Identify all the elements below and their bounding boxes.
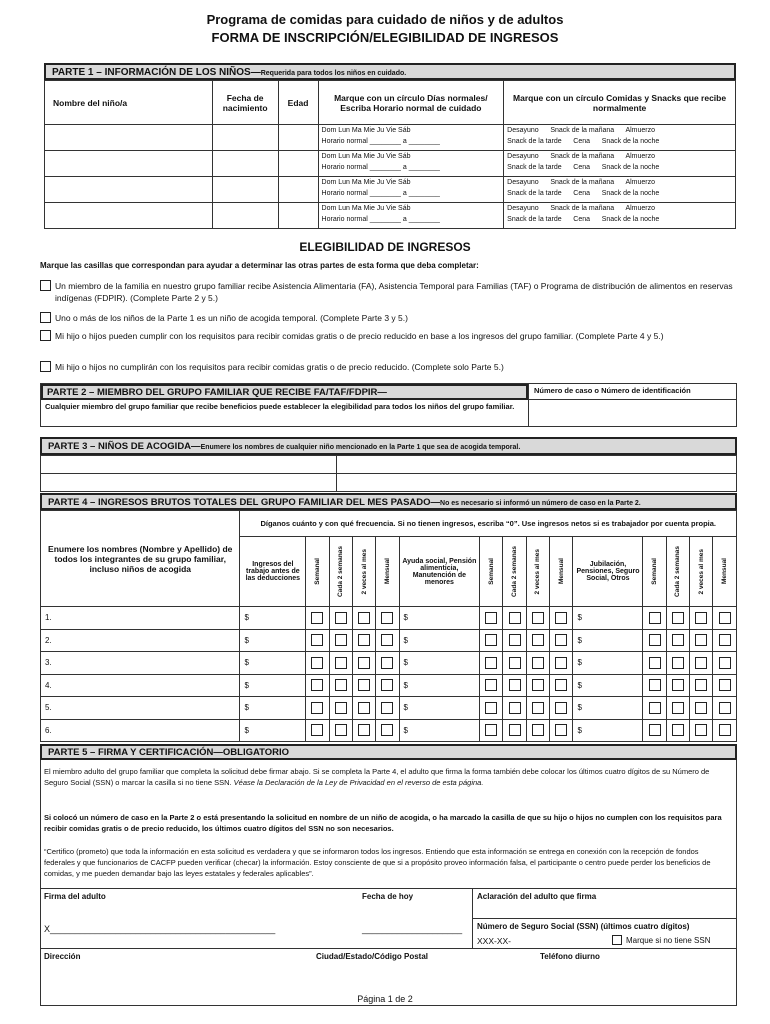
eligibility-option-foster[interactable]: Uno o más de los niños de la Parte 1 es un niño de acogida temporal. (Complete Parte 3 y 5.) <box>40 312 740 324</box>
frequency-checkbox-cell[interactable] <box>503 719 526 742</box>
frequency-checkbox-cell[interactable] <box>376 652 399 675</box>
frequency-checkbox-cell[interactable] <box>690 674 713 697</box>
child-dob-field[interactable] <box>212 203 278 229</box>
case-number-field[interactable] <box>528 384 736 426</box>
frequency-checkbox[interactable] <box>695 679 707 691</box>
col-pension-income: Jubilación, Pensiones, Seguro Social, Otros <box>573 537 643 607</box>
frequency-checkbox[interactable] <box>381 657 393 669</box>
frequency-checkbox[interactable] <box>532 702 544 714</box>
col-support-income: Ayuda social, Pensión alimenticia, Manutención de menores <box>399 537 480 607</box>
frequency-checkbox[interactable] <box>358 612 370 624</box>
child-name-field[interactable] <box>45 177 213 203</box>
frequency-checkbox-cell[interactable] <box>376 607 399 630</box>
frequency-checkbox-cell[interactable] <box>550 719 573 742</box>
frequency-checkbox[interactable] <box>358 657 370 669</box>
frequency-checkbox[interactable] <box>358 634 370 646</box>
frequency-checkbox[interactable] <box>532 657 544 669</box>
frequency-checkbox[interactable] <box>311 634 323 646</box>
frequency-checkbox[interactable] <box>649 657 661 669</box>
frequency-checkbox-cell[interactable] <box>690 629 713 652</box>
divider <box>40 948 737 949</box>
frequency-checkbox[interactable] <box>672 679 684 691</box>
child-dob-field[interactable] <box>212 177 278 203</box>
part2-box <box>40 383 737 427</box>
frequency-checkbox-cell[interactable] <box>666 629 689 652</box>
frequency-checkbox[interactable] <box>695 612 707 624</box>
amount-field[interactable]: $ <box>573 629 643 652</box>
freq-weekly: Semanal <box>651 558 659 585</box>
date-field[interactable]: ____________________ <box>362 924 463 934</box>
child-age-field[interactable] <box>278 125 318 151</box>
frequency-checkbox[interactable] <box>649 634 661 646</box>
frequency-checkbox-cell[interactable] <box>352 719 375 742</box>
frequency-checkbox[interactable] <box>509 724 521 736</box>
frequency-checkbox-cell[interactable] <box>713 607 737 630</box>
checkbox[interactable] <box>40 312 51 323</box>
frequency-checkbox[interactable] <box>335 657 347 669</box>
days-cell[interactable]: Dom Lun Ma Mie Ju Vie Sáb Horario normal ________ a ________ <box>318 203 504 229</box>
frequency-checkbox-cell[interactable] <box>713 652 737 675</box>
checkbox[interactable] <box>40 361 51 372</box>
amount-field[interactable]: $ <box>240 697 306 720</box>
frequency-checkbox-cell[interactable] <box>480 629 503 652</box>
frequency-checkbox-cell[interactable] <box>376 674 399 697</box>
frequency-checkbox[interactable] <box>555 702 567 714</box>
part1-title: PARTE 1 – INFORMACIÓN DE LOS NIÑOS— <box>52 67 261 78</box>
eligibility-option-none[interactable]: Mi hijo o hijos no cumplirán con los requisitos para recibir comidas gratis o de precio reducido. (Complete solo Parte 5.) <box>40 361 740 373</box>
frequency-checkbox[interactable] <box>532 612 544 624</box>
frequency-checkbox[interactable] <box>509 657 521 669</box>
amount-field[interactable]: $ <box>573 607 643 630</box>
frequency-checkbox[interactable] <box>358 702 370 714</box>
col-work-income: Ingresos del trabajo antes de las deducciones <box>240 537 306 607</box>
frequency-checkbox-cell[interactable] <box>550 629 573 652</box>
frequency-checkbox[interactable] <box>485 702 497 714</box>
amount-field[interactable]: $ <box>399 674 480 697</box>
frequency-checkbox[interactable] <box>509 702 521 714</box>
part5-paragraph-1: El miembro adulto del grupo familiar que completa la solicitud debe firmar abajo. Si se completa la Parte 4, el adulto que firma la forma también debe colocar los últimos cuatro dígitos de su Número de Seguro Social (SSN) o marcar la casilla si no tiene SSN. Véase la Declaración de la Ley de Privacidad en el reverso de esta página. <box>44 767 710 787</box>
amount-field[interactable]: $ <box>240 629 306 652</box>
income-row <box>41 719 737 742</box>
days-cell[interactable]: Dom Lun Ma Mie Ju Vie Sáb Horario normal ________ a ________ <box>318 151 504 177</box>
frequency-checkbox-cell[interactable] <box>526 607 549 630</box>
frequency-checkbox[interactable] <box>532 634 544 646</box>
member-name-field[interactable]: 6. <box>41 719 240 742</box>
signature-field[interactable]: X_____________________________________________ <box>44 924 276 934</box>
child-dob-field[interactable] <box>212 151 278 177</box>
child-row <box>45 177 736 203</box>
amount-field[interactable]: $ <box>240 719 306 742</box>
part4-header <box>40 493 737 510</box>
no-ssn-option[interactable]: Marque si no tiene SSN <box>612 935 711 945</box>
frequency-checkbox[interactable] <box>695 634 707 646</box>
frequency-checkbox[interactable] <box>485 724 497 736</box>
child-age-field[interactable] <box>278 203 318 229</box>
part4-note: No es necesario si informó un número de caso en la Parte 2. <box>440 500 641 507</box>
checkbox[interactable] <box>40 280 51 291</box>
meals-cell[interactable]: Desayuno Snack de la mañana Almuerzo Snack de la tarde Cena Snack de la noche <box>504 203 736 229</box>
amount-field[interactable]: $ <box>573 719 643 742</box>
frequency-checkbox-cell[interactable] <box>643 674 666 697</box>
freq-twice-month: 2 veces al mes <box>534 548 542 595</box>
income-row <box>41 697 737 720</box>
days-cell[interactable]: Dom Lun Ma Mie Ju Vie Sáb Horario normal ________ a ________ <box>318 177 504 203</box>
frequency-checkbox[interactable] <box>381 634 393 646</box>
member-name-field[interactable]: 4. <box>41 674 240 697</box>
frequency-checkbox[interactable] <box>672 612 684 624</box>
frequency-checkbox[interactable] <box>381 612 393 624</box>
frequency-checkbox-cell[interactable] <box>526 697 549 720</box>
frequency-checkbox-cell[interactable] <box>690 607 713 630</box>
frequency-checkbox-cell[interactable] <box>503 629 526 652</box>
part1-header <box>44 63 736 80</box>
foster-name-field[interactable] <box>337 474 737 492</box>
frequency-checkbox[interactable] <box>311 612 323 624</box>
frequency-checkbox-cell[interactable] <box>376 719 399 742</box>
amount-field[interactable]: $ <box>399 629 480 652</box>
frequency-checkbox[interactable] <box>649 679 661 691</box>
signature-label: Firma del adulto <box>44 892 106 901</box>
frequency-checkbox[interactable] <box>532 679 544 691</box>
freq-weekly: Semanal <box>313 558 321 585</box>
frequency-checkbox-cell[interactable] <box>713 697 737 720</box>
frequency-checkbox[interactable] <box>381 679 393 691</box>
frequency-checkbox-cell[interactable] <box>376 629 399 652</box>
ssn-label: Número de Seguro Social (SSN) (últimos cuatro dígitos) <box>477 922 690 931</box>
frequency-checkbox-cell[interactable] <box>480 719 503 742</box>
freq-twice-month: 2 veces al mes <box>360 548 368 595</box>
freq-monthly: Mensual <box>383 558 391 585</box>
frequency-checkbox[interactable] <box>485 634 497 646</box>
frequency-checkbox-cell[interactable] <box>666 719 689 742</box>
child-age-field[interactable] <box>278 151 318 177</box>
frequency-checkbox-cell[interactable] <box>329 629 352 652</box>
frequency-checkbox-cell[interactable] <box>643 629 666 652</box>
foster-name-field[interactable] <box>41 456 337 474</box>
child-name-field[interactable] <box>45 151 213 177</box>
meals-cell[interactable]: Desayuno Snack de la mañana Almuerzo Snack de la tarde Cena Snack de la noche <box>504 177 736 203</box>
frequency-checkbox-cell[interactable] <box>526 719 549 742</box>
part5-box <box>40 760 737 1006</box>
col-meals: Marque con un círculo Comidas y Snacks que recibe normalmente <box>504 81 736 125</box>
part2-title: PARTE 2 – MIEMBRO DEL GRUPO FAMILIAR QUE RECIBE FA/TAF/FDPIR— <box>41 384 528 400</box>
frequency-checkbox[interactable] <box>311 657 323 669</box>
date-label: Fecha de hoy <box>362 892 414 901</box>
frequency-checkbox[interactable] <box>672 634 684 646</box>
frequency-checkbox-cell[interactable] <box>643 719 666 742</box>
children-table <box>44 80 736 229</box>
frequency-note: Díganos cuánto y con qué frecuencia. Si no tienen ingresos, escriba “0”. Use ingresos netos si es trabajador por cuenta propia. <box>240 511 737 537</box>
frequency-checkbox[interactable] <box>719 612 731 624</box>
income-row <box>41 607 737 630</box>
amount-field[interactable]: $ <box>573 674 643 697</box>
frequency-checkbox[interactable] <box>672 702 684 714</box>
frequency-checkbox[interactable] <box>311 702 323 714</box>
frequency-checkbox-cell[interactable] <box>690 652 713 675</box>
income-row <box>41 652 737 675</box>
part4-title: PARTE 4 – INGRESOS BRUTOS TOTALES DEL GRUPO FAMILIAR DEL MES PASADO— <box>48 497 441 508</box>
frequency-checkbox-cell[interactable] <box>352 607 375 630</box>
foster-table <box>40 455 737 492</box>
member-name-field[interactable]: 3. <box>41 652 240 675</box>
amount-field[interactable]: $ <box>399 697 480 720</box>
part3-note: Enumere los nombres de cualquier niño mencionado en la Parte 1 que sea de acogida temporal. <box>200 444 521 451</box>
freq-biweekly: Cada 2 semanas <box>511 546 519 597</box>
amount-field[interactable]: $ <box>399 652 480 675</box>
frequency-checkbox[interactable] <box>311 679 323 691</box>
amount-field[interactable]: $ <box>399 607 480 630</box>
frequency-checkbox[interactable] <box>358 679 370 691</box>
checkbox[interactable] <box>40 330 51 341</box>
meals-cell[interactable]: Desayuno Snack de la mañana Almuerzo Snack de la tarde Cena Snack de la noche <box>504 125 736 151</box>
frequency-checkbox-cell[interactable] <box>713 674 737 697</box>
part5-paragraph-2: Si colocó un número de caso en la Parte 2 o está presentando la solicitud en nombre de un niño de acogida, o ha marcado la casilla de que su hijo o hijos no cumplen con los requisitos para recibir comidas gratis o de precio reducido, los últimos cuatro dígitos del SSN no son necesarios. <box>44 813 722 833</box>
frequency-checkbox[interactable] <box>695 657 707 669</box>
frequency-checkbox[interactable] <box>555 612 567 624</box>
frequency-checkbox-cell[interactable] <box>480 697 503 720</box>
no-ssn-checkbox[interactable] <box>612 935 622 945</box>
frequency-checkbox-cell[interactable] <box>713 629 737 652</box>
frequency-checkbox[interactable] <box>719 657 731 669</box>
frequency-checkbox[interactable] <box>485 657 497 669</box>
frequency-checkbox[interactable] <box>649 702 661 714</box>
part1-note: Requerida para todos los niños en cuidado. <box>260 70 407 77</box>
child-name-field[interactable] <box>45 203 213 229</box>
days-cell[interactable]: Dom Lun Ma Mie Ju Vie Sáb Horario normal ________ a ________ <box>318 125 504 151</box>
member-name-field[interactable]: 5. <box>41 697 240 720</box>
frequency-checkbox-cell[interactable] <box>306 652 329 675</box>
freq-twice-month: 2 veces al mes <box>697 548 705 595</box>
frequency-checkbox[interactable] <box>719 702 731 714</box>
frequency-checkbox[interactable] <box>695 724 707 736</box>
frequency-checkbox[interactable] <box>509 634 521 646</box>
frequency-checkbox[interactable] <box>335 634 347 646</box>
address-label: Dirección <box>44 952 81 961</box>
amount-field[interactable]: $ <box>573 697 643 720</box>
frequency-checkbox-cell[interactable] <box>643 652 666 675</box>
frequency-checkbox-cell[interactable] <box>690 719 713 742</box>
freq-monthly: Mensual <box>721 558 729 585</box>
part3-header <box>40 437 737 455</box>
frequency-checkbox-cell[interactable] <box>329 697 352 720</box>
frequency-checkbox[interactable] <box>485 612 497 624</box>
child-age-field[interactable] <box>278 177 318 203</box>
frequency-checkbox-cell[interactable] <box>329 674 352 697</box>
frequency-checkbox-cell[interactable] <box>526 674 549 697</box>
frequency-checkbox[interactable] <box>649 612 661 624</box>
frequency-checkbox[interactable] <box>509 612 521 624</box>
amount-field[interactable]: $ <box>573 652 643 675</box>
frequency-checkbox-cell[interactable] <box>329 607 352 630</box>
frequency-checkbox-cell[interactable] <box>666 607 689 630</box>
child-dob-field[interactable] <box>212 125 278 151</box>
freq-monthly: Mensual <box>557 558 565 585</box>
frequency-checkbox-cell[interactable] <box>666 674 689 697</box>
frequency-checkbox[interactable] <box>509 679 521 691</box>
frequency-checkbox-cell[interactable] <box>480 652 503 675</box>
member-name-field[interactable]: 2. <box>41 629 240 652</box>
eligibility-title: ELEGIBILIDAD DE INGRESOS <box>299 240 471 254</box>
child-row <box>45 125 736 151</box>
income-row <box>41 629 737 652</box>
frequency-checkbox-cell[interactable] <box>329 652 352 675</box>
amount-field[interactable]: $ <box>240 674 306 697</box>
frequency-checkbox-cell[interactable] <box>352 629 375 652</box>
eligibility-option-fa[interactable]: Un miembro de la familia en nuestro grupo familiar recibe Asistencia Alimentaria (FA), Asistencia Temporal para Familias (TAF) o Programa de distribución de alimentos en reservas indígenas (FDPIR). (Complete Parte 2 y 5.) <box>40 280 740 304</box>
frequency-checkbox-cell[interactable] <box>352 674 375 697</box>
frequency-checkbox[interactable] <box>311 724 323 736</box>
printed-name-label: Aclaración del adulto que firma <box>477 892 597 901</box>
frequency-checkbox[interactable] <box>672 724 684 736</box>
frequency-checkbox[interactable] <box>335 702 347 714</box>
form-subtitle: FORMA DE INSCRIPCIÓN/ELEGIBILIDAD DE INGRESOS <box>211 30 559 45</box>
part5-certification: “Certifico (prometo) que toda la información en esta solicitud es verdadera y que se informaron todos los ingresos. Entiendo que esta información se entrega en conexión con la recepción de fondos federales y que funcionarios de CACFP pueden verificar (checar) la información. Estoy consciente de que si a propósito proveo información falsa, el participante o centro puede perder los beneficios de comidas, y me pueden demandar bajo las leyes estatales y federales aplicables”. <box>44 847 711 878</box>
child-row <box>45 203 736 229</box>
frequency-checkbox-cell[interactable] <box>643 607 666 630</box>
frequency-checkbox-cell[interactable] <box>480 674 503 697</box>
frequency-checkbox[interactable] <box>381 724 393 736</box>
phone-label: Teléfono diurno <box>540 952 600 961</box>
frequency-checkbox[interactable] <box>335 612 347 624</box>
meals-cell[interactable]: Desayuno Snack de la mañana Almuerzo Snack de la tarde Cena Snack de la noche <box>504 151 736 177</box>
frequency-checkbox[interactable] <box>555 679 567 691</box>
frequency-checkbox[interactable] <box>672 657 684 669</box>
freq-weekly: Semanal <box>487 558 495 585</box>
page-number: Página 1 de 2 <box>357 994 413 1004</box>
frequency-checkbox-cell[interactable] <box>643 697 666 720</box>
part2-desc: Cualquier miembro del grupo familiar que recibe beneficios puede establecer la elegibilidad para todos los niños del grupo familiar. <box>45 402 515 411</box>
col-dob: Fecha de nacimiento <box>212 81 278 125</box>
divider <box>40 888 737 889</box>
frequency-checkbox[interactable] <box>532 724 544 736</box>
frequency-checkbox-cell[interactable] <box>550 607 573 630</box>
frequency-checkbox[interactable] <box>335 679 347 691</box>
frequency-checkbox[interactable] <box>649 724 661 736</box>
frequency-checkbox[interactable] <box>335 724 347 736</box>
eligibility-option-income[interactable]: Mi hijo o hijos pueden cumplir con los requisitos para recibir comidas gratis o de precio reducido en base a los ingresos del grupo familiar. (Complete Parte 4 y 5.) <box>40 330 740 342</box>
freq-biweekly: Cada 2 semanas <box>337 546 345 597</box>
frequency-checkbox-cell[interactable] <box>480 607 503 630</box>
frequency-checkbox-cell[interactable] <box>306 697 329 720</box>
col-days: Marque con un círculo Días normales/ Escriba Horario normal de cuidado <box>318 81 504 125</box>
frequency-checkbox[interactable] <box>719 724 731 736</box>
frequency-checkbox-cell[interactable] <box>526 629 549 652</box>
frequency-checkbox-cell[interactable] <box>690 697 713 720</box>
col-age: Edad <box>278 81 318 125</box>
frequency-checkbox-cell[interactable] <box>306 674 329 697</box>
form-title: Programa de comidas para cuidado de niños y de adultos <box>206 12 564 27</box>
frequency-checkbox-cell[interactable] <box>329 719 352 742</box>
part3-title: PARTE 3 – NIÑOS DE ACOGIDA— <box>48 441 201 452</box>
frequency-checkbox-cell[interactable] <box>666 697 689 720</box>
frequency-checkbox-cell[interactable] <box>666 652 689 675</box>
frequency-checkbox[interactable] <box>381 702 393 714</box>
frequency-checkbox[interactable] <box>719 634 731 646</box>
col-household-names: Enumere los nombres (Nombre y Apellido) de todos los integrantes de su grupo familiar, incluso niños de acogida <box>41 511 240 607</box>
frequency-checkbox[interactable] <box>358 724 370 736</box>
frequency-checkbox-cell[interactable] <box>503 607 526 630</box>
frequency-checkbox-cell[interactable] <box>550 652 573 675</box>
ssn-field[interactable]: XXX-XX- <box>477 936 512 946</box>
frequency-checkbox-cell[interactable] <box>352 697 375 720</box>
income-row <box>41 674 737 697</box>
eligibility-instruction: Marque las casillas que correspondan para ayudar a determinar las otras partes de esta forma que deba completar: <box>40 261 479 270</box>
foster-name-field[interactable] <box>337 456 737 474</box>
frequency-checkbox-cell[interactable] <box>550 697 573 720</box>
frequency-checkbox[interactable] <box>695 702 707 714</box>
frequency-checkbox[interactable] <box>555 657 567 669</box>
frequency-checkbox-cell[interactable] <box>526 652 549 675</box>
frequency-checkbox[interactable] <box>555 724 567 736</box>
col-name: Nombre del niño/a <box>45 81 213 125</box>
amount-field[interactable]: $ <box>240 607 306 630</box>
frequency-checkbox-cell[interactable] <box>376 697 399 720</box>
city-label: Ciudad/Estado/Código Postal <box>316 952 429 961</box>
child-name-field[interactable] <box>45 125 213 151</box>
frequency-checkbox-cell[interactable] <box>306 607 329 630</box>
frequency-checkbox-cell[interactable] <box>503 674 526 697</box>
frequency-checkbox-cell[interactable] <box>503 697 526 720</box>
frequency-checkbox-cell[interactable] <box>550 674 573 697</box>
divider <box>472 918 737 919</box>
freq-biweekly: Cada 2 semanas <box>674 546 682 597</box>
frequency-checkbox-cell[interactable] <box>713 719 737 742</box>
frequency-checkbox[interactable] <box>555 634 567 646</box>
foster-name-field[interactable] <box>41 474 337 492</box>
income-table <box>40 510 737 742</box>
case-number-label: Número de caso o Número de identificación <box>529 384 736 400</box>
amount-field[interactable]: $ <box>240 652 306 675</box>
part5-title: PARTE 5 – FIRMA Y CERTIFICACIÓN—OBLIGATORIO <box>40 744 737 760</box>
member-name-field[interactable]: 1. <box>41 607 240 630</box>
frequency-checkbox[interactable] <box>719 679 731 691</box>
frequency-checkbox-cell[interactable] <box>306 629 329 652</box>
frequency-checkbox-cell[interactable] <box>503 652 526 675</box>
frequency-checkbox[interactable] <box>485 679 497 691</box>
amount-field[interactable]: $ <box>399 719 480 742</box>
frequency-checkbox-cell[interactable] <box>352 652 375 675</box>
frequency-checkbox-cell[interactable] <box>306 719 329 742</box>
child-row <box>45 151 736 177</box>
